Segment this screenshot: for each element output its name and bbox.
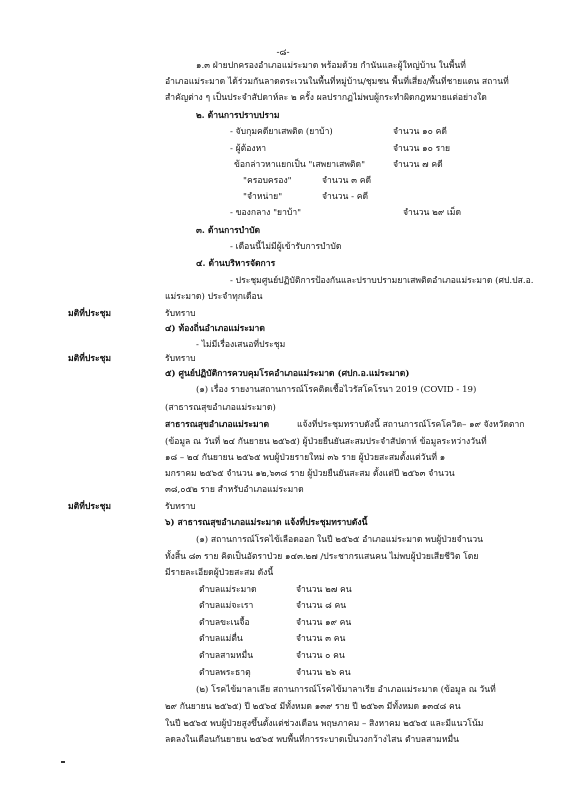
text-line: อำเภอแม่ระมาด ได้ร่วมกันลาดตระเวนในพื้นที่หมู่บ้าน/ชุมชน พื้นที่เสี่ยง/พื้นที่ชายแดน สถานที่ bbox=[165, 77, 509, 87]
text-line: จำนวน ๐ คน bbox=[296, 651, 345, 661]
text-line: จำนวน ๑๐ คดี bbox=[393, 127, 447, 137]
text-line: ตำบลพระธาตุ bbox=[199, 668, 251, 678]
text-line: รับทราบ bbox=[165, 502, 196, 512]
text-line: จำนวน ๒๖ คน bbox=[296, 668, 351, 678]
text-line: "ครอบครอง" bbox=[243, 176, 292, 186]
text-line: ๕) ศูนย์ปฏิบัติการควบคุมโรคอำเภอแม่ระมาด (ศปก.อ.แม่ระมาด) bbox=[165, 369, 410, 379]
text-line: (สาธารณสุขอำเภอแม่ระมาด) bbox=[165, 403, 276, 413]
text-line: จำนวน ๒๗ คน bbox=[296, 585, 352, 595]
text-line: จำนวน ๓ คน bbox=[296, 634, 346, 644]
text-line: - ประชุมศูนย์ปฏิบัติการป้องกันและปราบปรามยาเสพติดอำเภอแม่ระมาด (ศป.ปส.อ. bbox=[230, 276, 534, 286]
text-line: มติที่ประชุม bbox=[68, 309, 112, 319]
text-line: รับทราบ bbox=[165, 309, 196, 319]
text-line: จำนวน ๑๐ ราย bbox=[393, 144, 451, 154]
text-line: ลดลงในเดือนกันยายน ๒๕๖๕ พบพื้นที่การระบาดเป็นวงกว้างไสน ตำบลสามหมื่น bbox=[165, 735, 460, 745]
text-line: ทั้งสิ้น ๘๓ ราย คิดเป็นอัตราป่วย ๑๔๓.๒๗ /ประชากรแสนคน ไม่พบผู้ป่วยเสียชีวิต โดย bbox=[165, 552, 479, 562]
text-line: (๑) สถานการณ์โรคไข้เลือดออก ในปี ๒๕๖๕ อำเภอแม่ระมาด พบผู้ป่วยจำนวน bbox=[196, 535, 484, 545]
text-line: มติที่ประชุม bbox=[68, 354, 112, 364]
text-line: - จับกุมคดียาเสพติด (ยาบ้า) bbox=[230, 127, 333, 137]
text-line: ๒๙ กันยายน ๒๕๖๕) ปี ๒๕๖๔ มีทั้งหมด ๑๓๙ ราย ปี ๒๕๖๓ มีทั้งหมด ๑๓๔๘ คน bbox=[165, 702, 461, 712]
text-line: - ไม่มีเรื่องเสนอที่ประชุม bbox=[196, 340, 286, 350]
text-line: ในปี ๒๕๖๕ พบผู้ป่วยสูงขึ้นตั้งแต่ช่วงเดือน พฤษภาคม – สิงหาคม ๒๕๖๕ และมีแนวโน้ม bbox=[165, 719, 484, 729]
text-line: จำนวน ๗ คดี bbox=[393, 160, 443, 170]
text-line: ๑.๓ ฝ่ายปกครองอำเภอแม่ระมาด พร้อมด้วย กำนันและผู้ใหญ่บ้าน ในพื้นที่ bbox=[196, 61, 466, 71]
text-line: มกราคม ๒๕๖๕ จำนวน ๑๒,๖๓๘ ราย ผู้ป่วยยืนยันสะสม ตั้งแต่ปี ๒๕๖๓ จำนวน bbox=[165, 469, 455, 479]
text-line: - ของกลาง "ยาบ้า" bbox=[230, 208, 302, 218]
text-line: ตำบลขะเนจื้อ bbox=[199, 618, 250, 628]
text-line: "จำหน่าย" bbox=[243, 192, 283, 202]
text-line: ๖) สาธารณสุขอำเภอแม่ระมาด แจ้งที่ประชุมทราบดังนี้ bbox=[165, 518, 368, 528]
text-line: ตำบลแม่จะเรา bbox=[199, 601, 254, 611]
text-line: ๒. ด้านการปราบปราม bbox=[196, 111, 280, 121]
text-line: ๔. ด้านบริหารจัดการ bbox=[196, 259, 276, 269]
text-line: - ผู้ต้องหา bbox=[230, 144, 267, 154]
text-line: จำนวน ๓ คดี bbox=[322, 176, 372, 186]
text-line: - เดือนนี้ไม่มีผู้เข้ารับการบำบัด bbox=[230, 242, 342, 252]
text-line: แจ้งที่ประชุมทราบดังนี้ สถานการณ์โรคโควิด– ๑๙ จังหวัดตาก bbox=[297, 420, 525, 430]
text-line: จำนวน ๑๙ คน bbox=[296, 618, 352, 628]
text-line: ข้อกล่าวหาแยกเป็น "เสพยาเสพติด" bbox=[234, 160, 366, 170]
text-line: ตำบลแม่ตื่น bbox=[199, 634, 243, 644]
text-line: จำนวน ๘ คน bbox=[296, 601, 347, 611]
text-line: รับทราบ bbox=[165, 354, 196, 364]
text-line: แม่ระมาด) ประจำทุกเดือน bbox=[165, 292, 263, 302]
text-line: ๑๘ – ๒๔ กันยายน ๒๕๖๕ พบผู้ป่วยรายใหม่ ๓๖ ราย ผู้ป่วยสะสมตั้งแต่วันที่ ๑ bbox=[165, 453, 446, 463]
text-line: สาธารณสุขอำเภอแม่ระมาด bbox=[165, 420, 270, 430]
text-line: จำนวน - คดี bbox=[322, 192, 369, 202]
text-line: (๑) เรื่อง รายงานสถานการณ์โรคติดเชื้อไวรัสโคโรนา 2019 (COVID - 19) bbox=[196, 385, 477, 395]
page-number: -๘- bbox=[276, 48, 290, 58]
text-line: (๒) โรคไข้มาลาเลีย สถานการณ์โรคไข้มาลาเรีย อำเภอแม่ระมาด (ข้อมูล ณ วันที่ bbox=[196, 685, 496, 695]
text-line: (ข้อมูล ณ วันที่ ๒๔ กันยายน ๒๕๖๕) ผู้ป่วยยืนยันสะสมประจำสัปดาห์ ข้อมูลระหว่างวันที่ bbox=[165, 437, 487, 447]
text-line: มติที่ประชุม bbox=[68, 502, 112, 512]
text-line: ๓. ด้านการบำบัด bbox=[196, 226, 261, 236]
text-line: จำนวน ๒๙ เม็ด bbox=[403, 208, 462, 218]
text-line: ตำบลสามหมื่น bbox=[199, 651, 254, 661]
text-line: ๓๘,๐๕๒ ราย สำหรับอำเภอแม่ระมาด bbox=[165, 485, 304, 495]
text-line: ตำบลแม่ระมาด bbox=[199, 585, 257, 595]
text-line: ๔) ท้องถิ่นอำเภอแม่ระมาด bbox=[165, 324, 265, 334]
text-line: มีรายละเอียดผู้ป่วยสะสม ดังนี้ bbox=[165, 568, 274, 578]
margin-mark bbox=[61, 761, 65, 763]
text-line: สำคัญต่าง ๆ เป็นประจำสัปดาห์ละ ๒ ครั้ง ผลปรากฏไม่พบผู้กระทำผิดกฎหมายแต่อย่างใด bbox=[165, 93, 487, 103]
